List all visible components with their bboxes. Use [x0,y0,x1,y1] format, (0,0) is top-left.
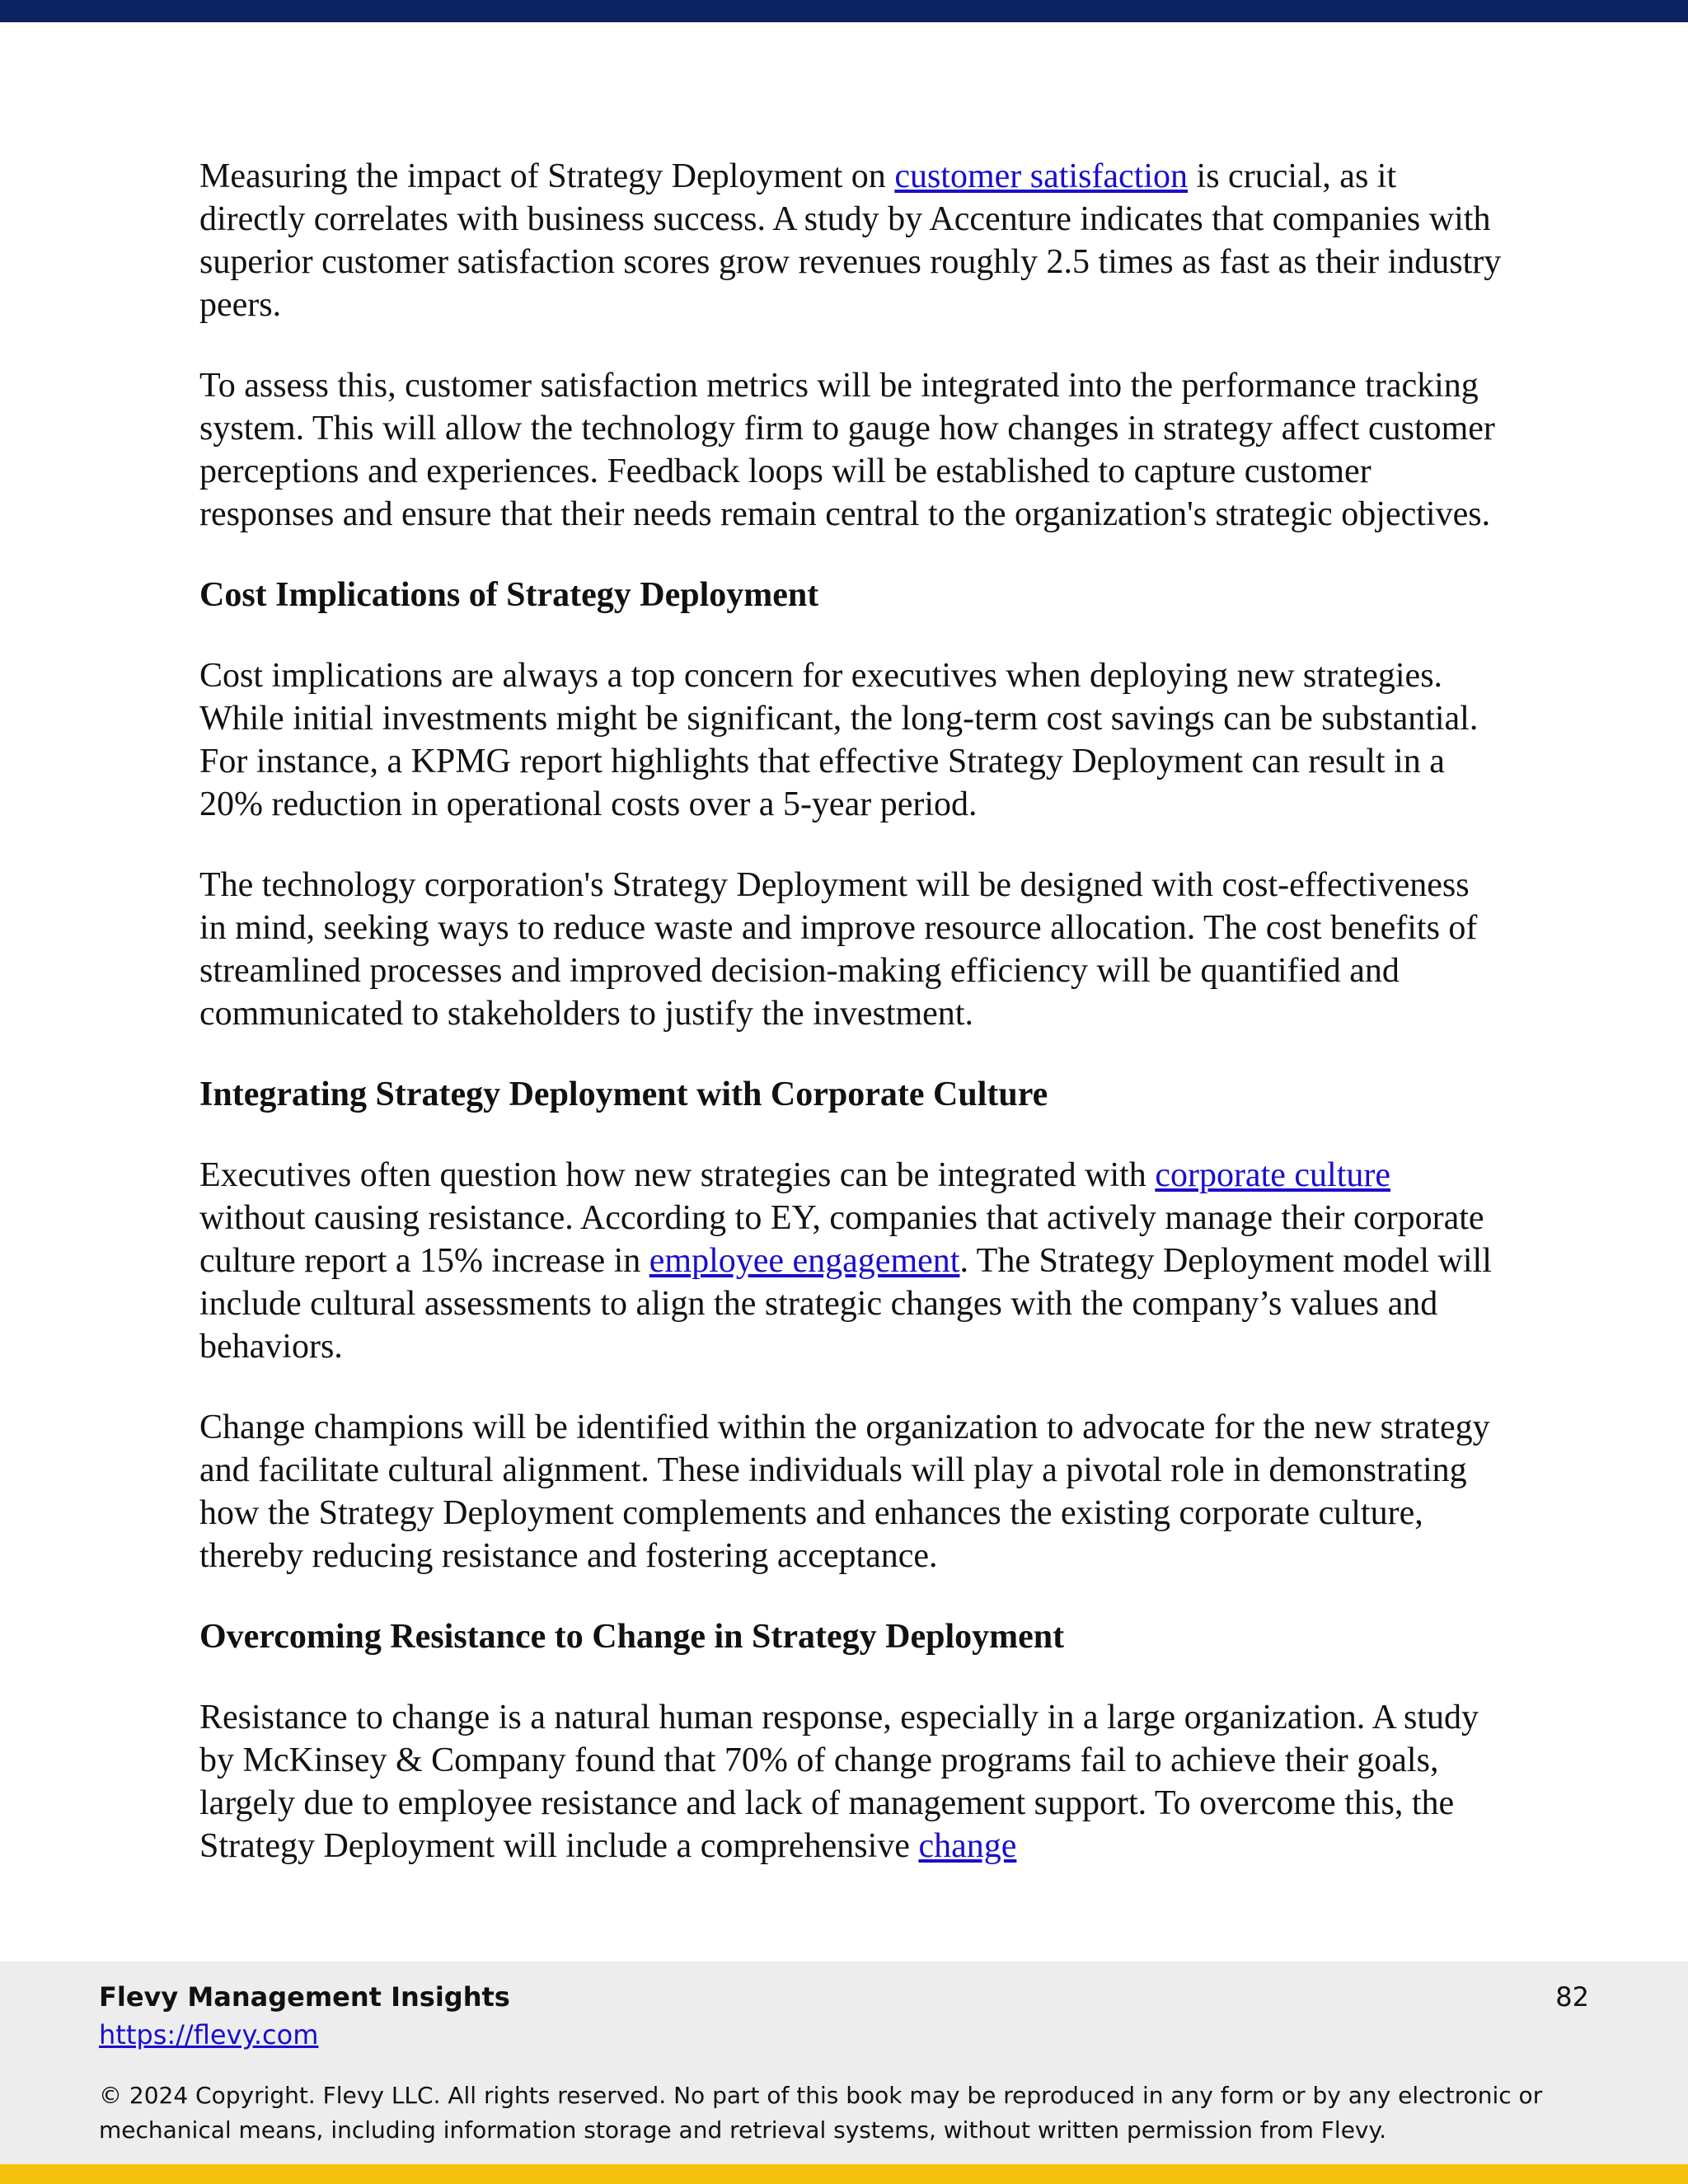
top-accent-bar [0,0,1688,22]
heading-cost-implications: Cost Implications of Strategy Deployment [199,576,819,614]
paragraph-metrics: To assess this, customer satisfaction metrics will be integrated into the performance tracking system. This will allow the technology firm to gauge how changes in strategy affect customer perceptions and experiences. Feedback loops will be established to capture customer responses and ensure that their needs remain central to the organization's strategic objectives. [199,367,1495,533]
bottom-accent-bar [0,2164,1688,2184]
text: Executives often question how new strategies can be integrated with [199,1156,1156,1194]
paragraph-culture-integration [199,1154,1502,1368]
link-customer-satisfaction[interactable]: customer satisfaction [894,157,1189,195]
link-change[interactable]: change [918,1827,1017,1865]
page-content [199,155,1502,1905]
copyright-notice: © 2024 Copyright. Flevy LLC. All rights reserved. No part of this book may be reproduced in any form or by any electronic or mechanical means, including information storage and retrieval systems, without written permission from Flevy. [99,2082,1543,2144]
text: is crucial, as it directly correlates with business success. A study by Accenture indicates that companies with superior customer satisfaction scores grow revenues roughly 2.5 times as fast as their industry peers. [199,157,1502,324]
paragraph-change-champions: Change champions will be identified within the organization to advocate for the new strategy and facilitate cultural alignment. These individuals will play a pivotal role in demonstrating how the Strategy Deployment complements and enhances the existing corporate culture, thereby reducing resistance and fostering acceptance. [199,1408,1490,1575]
paragraph-resistance [199,1696,1502,1868]
paragraph-customer-satisfaction [199,155,1502,326]
paragraph-cost-concern: Cost implications are always a top concern for executives when deploying new strategies. While initial investments might be significant, the long-term cost savings can be substantial. For instance, a KPMG report highlights that effective Strategy Deployment can result in a 20% reduction in operational costs over a 5-year period. [199,657,1479,823]
heading-corporate-culture: Integrating Strategy Deployment with Corporate Culture [199,1076,1048,1113]
paragraph-cost-effectiveness: The technology corporation's Strategy Deployment will be designed with cost-effectiveness in mind, seeking ways to reduce waste and improve resource allocation. The cost benefits of streamlined processes and improved decision-making efficiency will be quantified and communicated to stakeholders to justify the investment. [199,866,1478,1033]
heading-resistance-to-change: Overcoming Resistance to Change in Strategy Deployment [199,1618,1065,1656]
text: Measuring the impact of Strategy Deployment on [199,157,895,195]
footer-url-link[interactable]: https://flevy.com [99,2019,319,2050]
text: Resistance to change is a natural human response, especially in a large organization. A study by McKinsey & Company found that 70% of change programs fail to achieve their goals, largely due to employee resistance and lack of management support. To overcome this, the Strategy Deployment will include a comprehensive [199,1699,1479,1865]
text: . The Strategy Deployment model will include cultural assessments to align the strategic changes with the company’s values and behaviors. [199,1242,1492,1366]
text: without causing resistance. According to EY, companies that actively manage their corporate culture report a 15% increase in [199,1199,1484,1280]
link-corporate-culture[interactable]: corporate culture [1155,1156,1390,1194]
page-footer [0,1961,1688,2164]
page-number: 82 [1555,1981,1589,2013]
link-employee-engagement[interactable]: employee engagement [649,1242,960,1280]
footer-title: Flevy Management Insights [99,1981,510,2013]
